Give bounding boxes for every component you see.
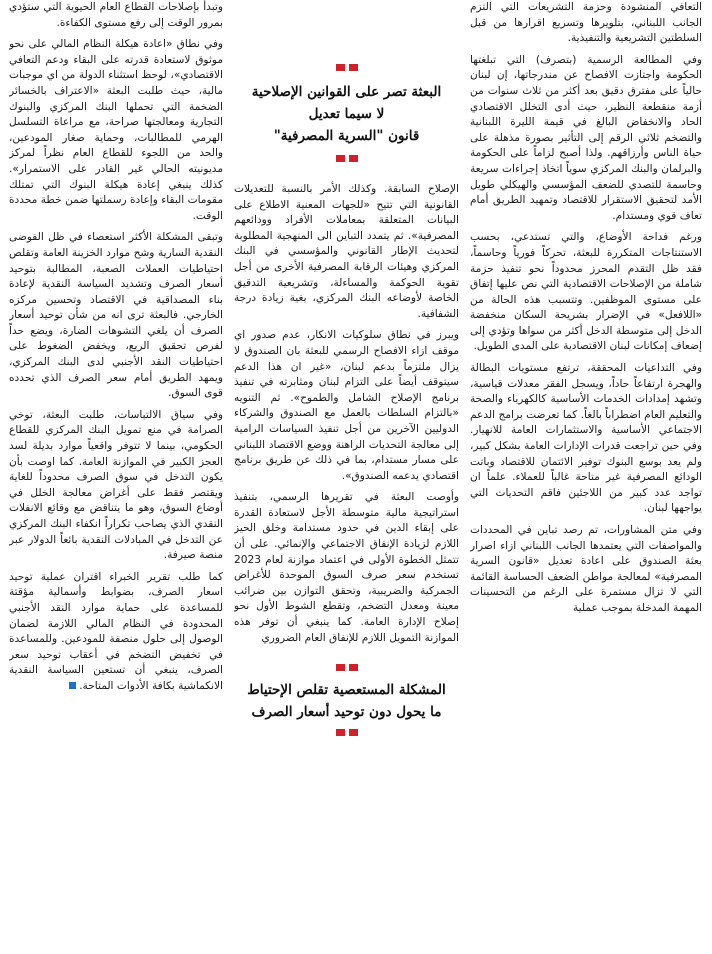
heading-line: لا سيما تعديل	[308, 106, 385, 122]
paragraph: وتبدأ بإصلاحات القطاع العام الحيوية التي ستؤدي بمرور الوقت إلى رفع مستوى الكفاءة.	[9, 1, 223, 29]
marker-square	[349, 155, 358, 162]
section-marker	[234, 729, 459, 736]
end-of-article-mark	[69, 682, 76, 689]
marker-square	[336, 64, 345, 71]
paragraph: ويبرز في نطاق سلوكيات الانكار، عدم صدور اي موقف ازاء الافصاح الرسمي للبعثة بان الصندوق لا يزال ملتزماً بدعم لبنان، «غير ان هذا الدعم سيتوقف أيضاً على التزام لبنان ومثابرته في تنفيذ برنامج الإصلاح الشامل والطموح». ثم التنويه «بالتزام السلطات بالعمل مع الصندوق والشركاء الدوليين الآخرين من أجل تنفيذ السياسات الرامية إلى معالجة التحديات الراهنة ووضع الاقتصاد اللبناني على مسار مستدام، بما في ذلك عن طريق برنامج اقتصادي يدعمه الصندوق».	[234, 329, 459, 482]
section-marker	[234, 155, 459, 162]
paragraph: وتبقى المشكلة الأكثر استعصاء في ظل الفوضى النقدية السارية وشح موارد الخزينة العامة وتقلص احتياطيات العملات الصعبة، المطالبة بتوحيد أسعار الصرف وتشديد السياسة النقدية لإعادة بناء المصداقية في الاقتصاد وتحسين مركزه الخارجي. فالبعثة ترى انه من شأن توحيد أسعار الصرف أن يلغي التشوهات الضارة، ويضع حداً لفرص تحقيق الريع، ويخفض الضغوط على احتياطيات النقد الأجنبي لدى البنك المركزي، ويمهد الطريق أمام سعر الصرف الذي تحدده قوى السوق.	[9, 231, 223, 400]
paragraph: وفي المطالعة الرسمية (بتصرف) التي تبلغتها الحكومة واجتازت الافصاح عن مندرجاتها، إن لبنان حالياً على مفترق دقيق بعد أكثر من ثلاث سنوات من أزمة منقطعة النظير، حيث أدى التخلل الاقتصادي الحاد والانخفاض البالغ في قيمة الليرة اللبنانية والتضخم ثلاثي الرقم إلى التأثير بصورة مذهلة على حياة الناس وأرزاقهم. ولذا أصبح لزاماً على الحكومة والبرلمان والبنك المركزي سوياً اتخاذ إجراءات سريعة وحاسمة للتصدي للضعف المؤسسي والهيكلي طويل الأمد لتحقيق الاستقرار للاقتصاد وتمهيد الطريق أمام تعاف قوي ومستدام.	[470, 53, 702, 222]
section-heading	[234, 81, 459, 147]
marker-square	[349, 729, 358, 736]
heading-line: البعثة تصر على القوانين الإصلاحية	[251, 84, 442, 100]
heading-line: ما يحول دون توحيد أسعار الصرف	[251, 704, 442, 721]
paragraph: وفي سياق الالتباسات، طلبت البعثة، توخي الصرامة في منع تمويل البنك المركزي للقطاع الحكومي، بينما لا تتوفر واقعياً موارد بديلة لسد العجز الكبير في الموازنة العامة. كما اوصت بأن يكون التدخل في سوق الصرف محدوداً للغاية ويقتصر فقط على أغراض معالجة الخلل في أوضاع السوق، وهو ما يتناقض مع وقائع الانفلات النقدي الذي يصاحب تكراراً انكفاء البنك المركزي عن التدخل في المبادلات النقدية بائعاً الدولار عبر منصة صيرفة.	[9, 408, 223, 562]
heading-line: المشكلة المستعصية تقلص الإحتياط	[247, 682, 446, 699]
marker-square	[349, 64, 358, 71]
paragraph: وفي التداعيات المحققة، ترتفع مستويات البطالة والهجرة ارتفاعاً حاداً، ويسجل الفقر معدلات قياسية، وتشهد إمدادات الخدمات الأساسية كالكهرباء والصحة والتعليم العام اضطراباً بالغاً. كما تعرضت برامج الدعم الاجتماعي الأساسية والاستثمارات العامة للانهيار. وفي حين تراجعت قدرات الإدارات العامة بشكل كبير، ولم يعد بوسع البنوك توفير الائتمان للاقتصاد وباتت الودائع المصرفية غير متاحة غالباً للعملاء. علماً ان تواجد عدد كبير من اللاجئين فاقم التحديات التي يواجهها لبنان.	[470, 362, 702, 515]
paragraph-text: كما طلب تقرير الخبراء اقتران عملية توحيد اسعار الصرف، بضوابط وأسمالية مؤقتة للمساعدة على حماية موارد النقد الأجنبي المحدودة في النظام المالي اللازمة لضمان الوصول إلى حلول منصفة للمودعين. وللمساعدة في تخفيض التضخم في أعقاب توحيد سعر الصرف، ينبغي أن تستعين السياسة النقدية الانكماشية بكافة الأدوات المتاحة.	[9, 570, 223, 692]
section-marker	[234, 664, 459, 671]
paragraph: التعافي المنشودة وحزمة التشريعات التي التزم الجانب اللبناني، بتلويرها وتسريع اقرارها من قبل السلطتين التشريعية والتنفيذية.	[470, 1, 702, 45]
section-heading	[234, 679, 459, 723]
marker-square	[336, 664, 345, 671]
column-middle	[234, 0, 459, 954]
paragraph: ورغم فداحة الأوضاع، والتي تستدعي، بحسب الاستنتاجات المتكررة للبعثة، تحركاً فورياً وحاسماً، فقد ظل التقدم المحرز محدوداً نحو تنفيذ حزمة شاملة من الإصلاحات الاقتصادية التي نص عليها إتفاق على مستوى الموظفين. وتتسبب هذه الحالة من «اللافعل» في الإضرار بشريحة السكان منخفضة الدخل إلى متوسطة الدخل أكثر من سواها وتؤدي إلى إضعاف إمكانات لبنان الاقتصادية على المدى الطويل.	[470, 231, 702, 353]
paragraph: وفي متن المشاورات، تم رصد تباين في المحددات والمواصفات التي يعتمدها الجانب اللبناني ازاء اصرار بعثة الصندوق على اعادة تعديل «قانون السرية المصرفية» لمعالجة مواطن الضعف الحساسة القائمة التي لا تزال مستمرة على الرغم من التحسينات المهمة المدخلة بموجب عملية	[470, 524, 702, 614]
column-right	[470, 0, 702, 954]
marker-square	[336, 155, 345, 162]
marker-square	[349, 664, 358, 671]
paragraph	[9, 570, 223, 695]
marker-square	[336, 729, 345, 736]
paragraph: وأوصت البعثة في تقريرها الرسمي، بتنفيذ استراتيجية مالية متوسطة الأجل لاستعادة القدرة على إبقاء الدين في حدود مستدامة وخلق الحيز اللازم لزيادة الإنفاق الاجتماعي والإنمائي. على أن تتمثل الخطوة الأولى في اعتماد موازنة لعام 2023 تستخدم سعر صرف السوق الموحدة للأغراض الجمركية والضريبية، وتحقق التوازن بين ضرائب معينة ومعدل التضخم، وتقطع الشوط الأول نحو إصلاح الإدارة العامة. كما ينبغي أن توفر هذه الموازنة التمويل اللازم للإنفاق العام الضروري	[234, 491, 459, 644]
heading-line: قانون "السرية المصرفية"	[273, 128, 420, 144]
paragraph: الإصلاح السابقة. وكذلك الأمر بالنسبة للتعديلات القانونية التي تتيح «للجهات المعنية الاطلاع على البيانات المتعلقة بمعاملات الأفراد وودائعهم المصرفية». ثم يتمدد التباين الى المنهجية المطلوبة لتحديث الإطار القانوني والمؤسسي في البنك المركزي وهيئات الرقابة المصرفية الأخرى من أجل تقوية الحوكمة والمساءلة، وتشريعية التدقيق الخاصة لأوضاعه البنك المركزي، بغية زيادة درجة الشفافية.	[234, 183, 459, 320]
paragraph: وفي نطاق «اعادة هيكلة النظام المالي على نحو موثوق لاستعادة قدرته على البقاء ودعم التعافي الاقتصادي»، لوحظ استثناء الدولة من اي موجبات مالية، حيث طلبت البعثة «الاعتراف بالخسائر الضخمة التي تحملها البنك المركزي والبنوك التجارية ومعالجتها صراحة، مع مراعاة التسلسل الهرمي للمطالبات، وحماية صغار المودعين، والحد من اللجوء للقطاع العام نظراً لمركز مديونيته الحالي غير القادر على الاستمرار». كذلك ينبغي إعادة هيكلة البنوك التي تمتلك مقومات البقاء وإعادة رسملتها ضمن خطة محددة الوقت.	[9, 38, 223, 222]
section-marker	[234, 64, 459, 71]
column-left	[9, 0, 223, 954]
